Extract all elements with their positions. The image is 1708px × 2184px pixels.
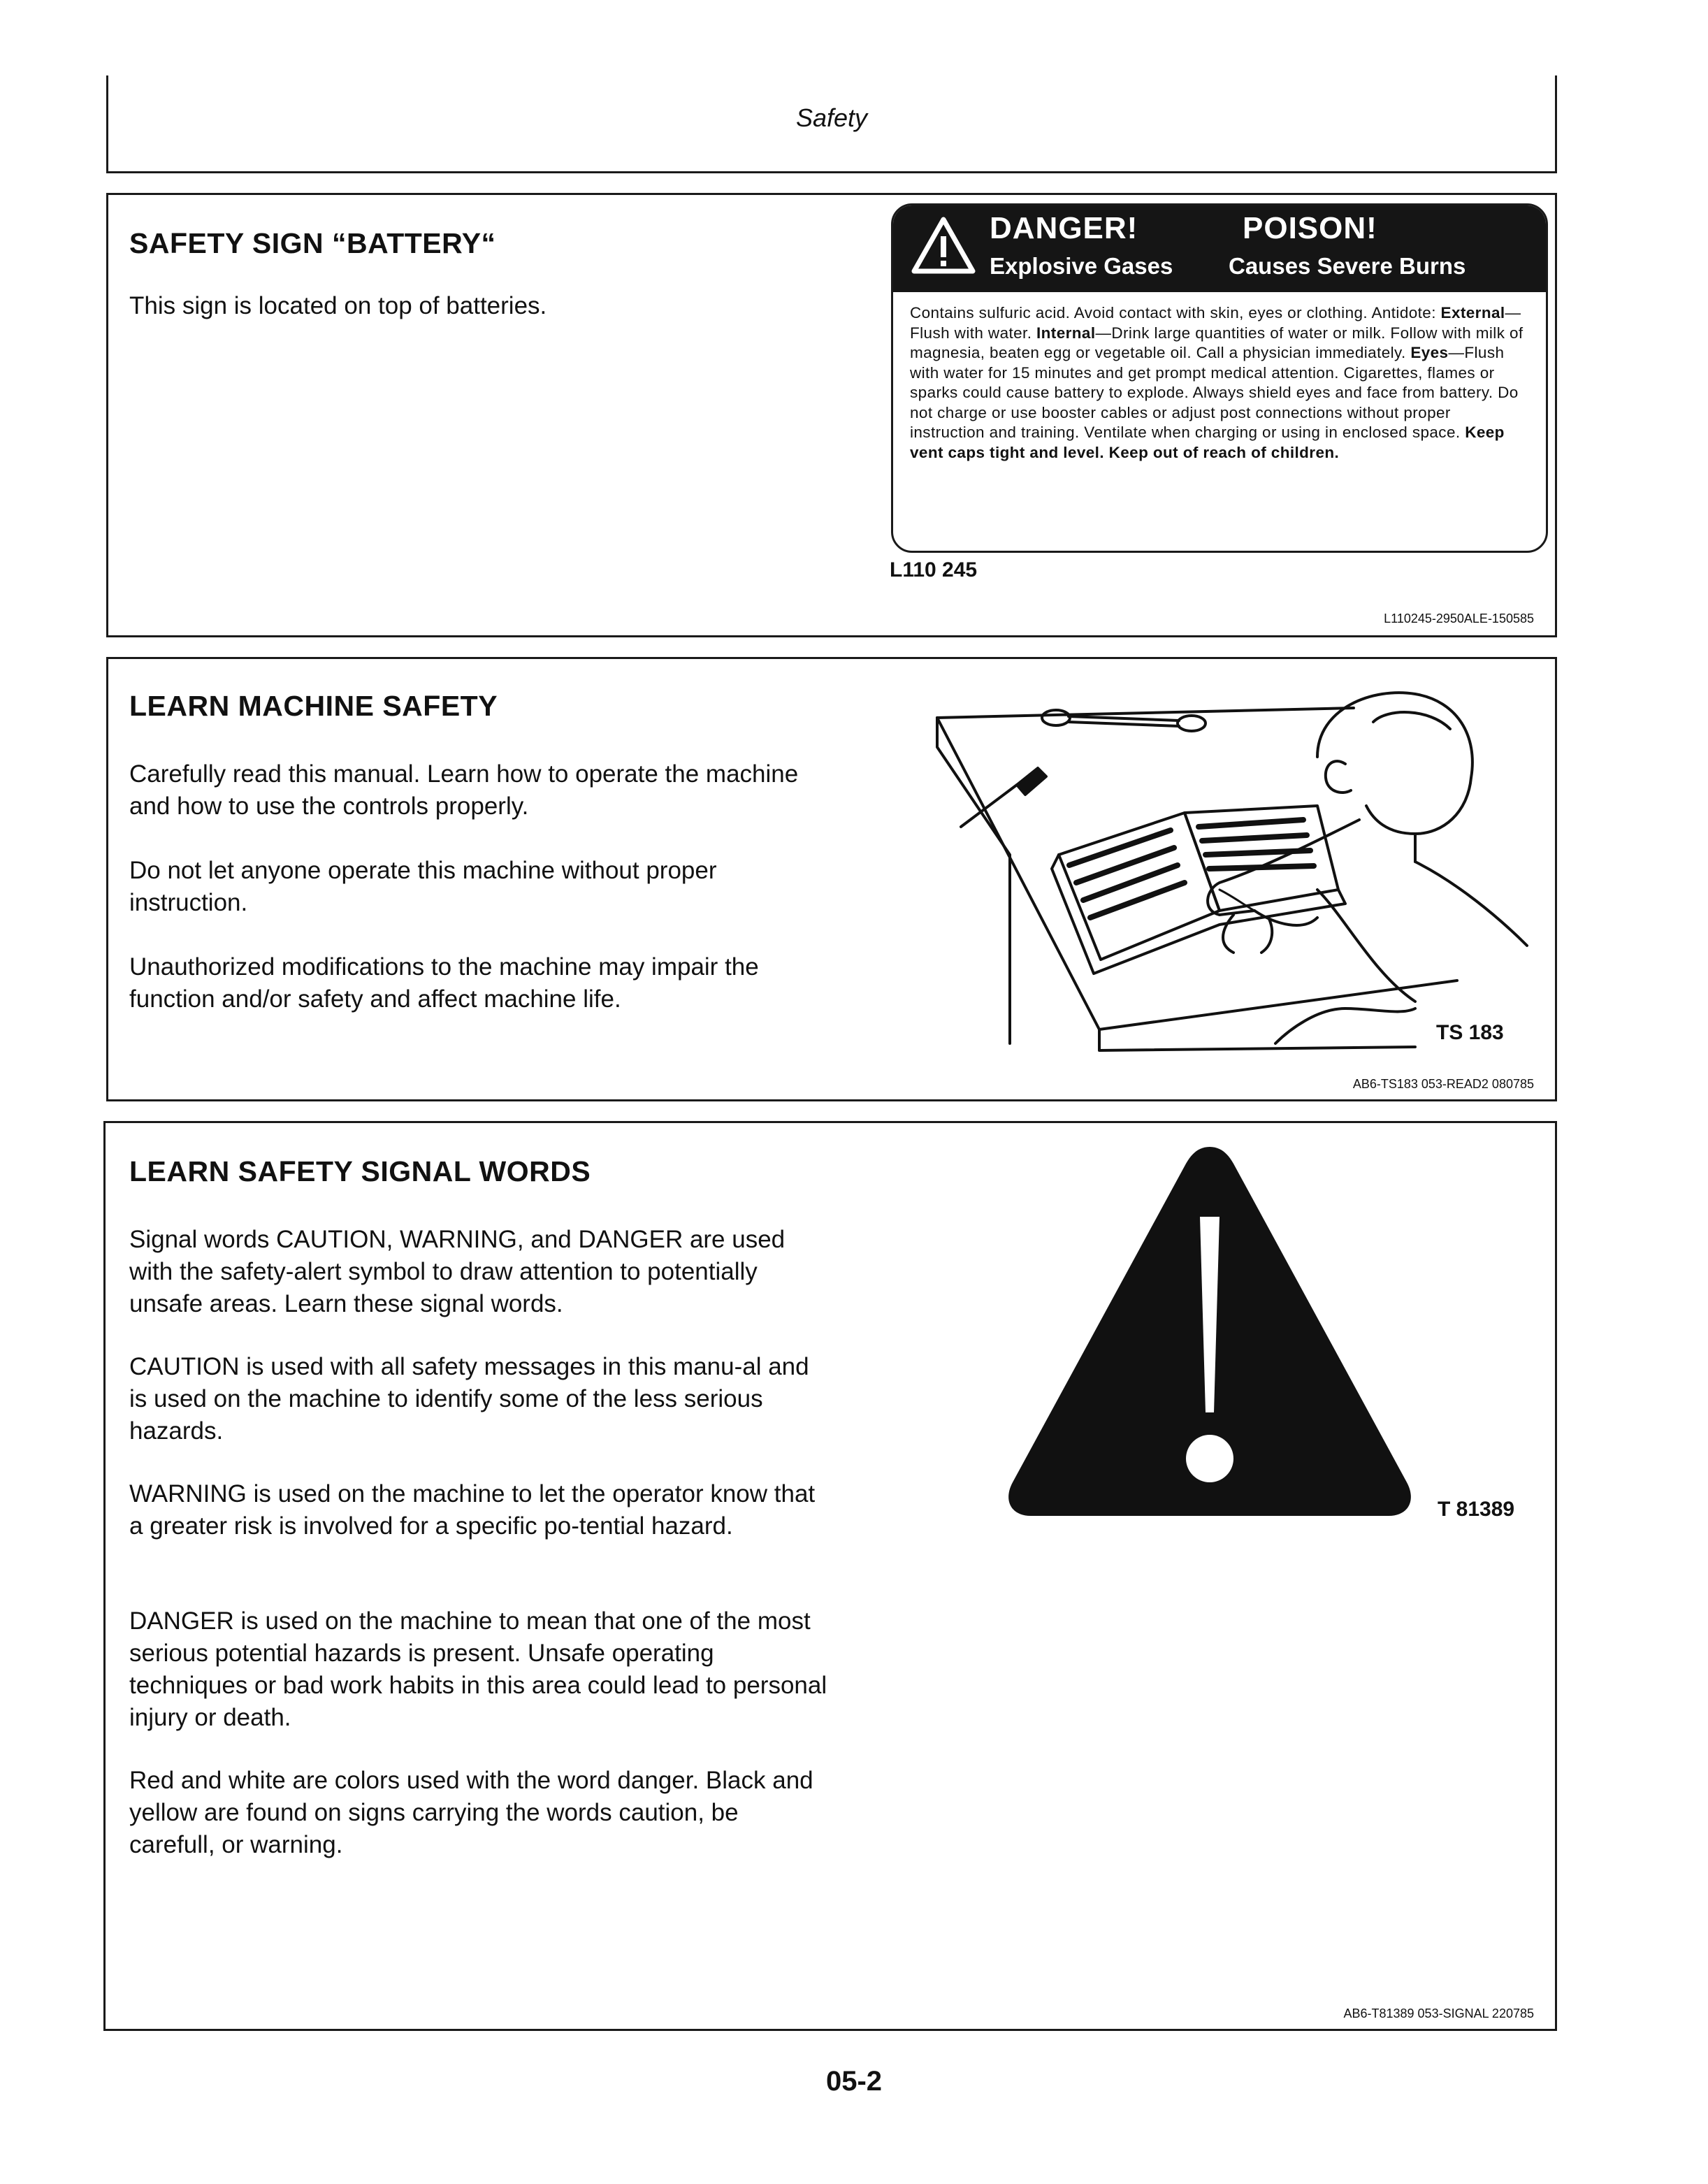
section-paragraph: Carefully read this manual. Learn how to operate the machine and how to use the controls properly.: [129, 760, 799, 820]
figure-id: TS 183: [1436, 1021, 1504, 1044]
section-signal-words: [103, 1121, 1557, 2031]
decal-header: [893, 205, 1546, 292]
section-paragraph: Do not let anyone operate this machine without proper instruction.: [129, 857, 717, 916]
section-text: This sign is located on top of batteries.: [129, 292, 547, 319]
decal-subtitle-burns: Causes Severe Burns: [1229, 253, 1466, 279]
page-header-title: Safety: [795, 103, 868, 132]
section-title: SAFETY SIGN “BATTERY“: [129, 227, 496, 259]
reference-code: AB6-TS183 053-READ2 080785: [1352, 1077, 1534, 1091]
section-paragraph: Red and white are colors used with the word danger. Black and yellow are found on signs carrying the words caution, be carefull, or warning.: [129, 1767, 813, 1858]
decal-poison-word: POISON!: [1243, 211, 1377, 245]
section-paragraph: DANGER is used on the machine to mean that one of the most serious potential hazards is present. Unsafe operating techniques or bad work habits in this area could lead to personal injury or death.: [129, 1607, 827, 1731]
decal-subtitle-gases: Explosive Gases: [990, 253, 1173, 279]
operator-reading-manual-illustration: [926, 680, 1541, 1057]
section-machine-safety: [106, 657, 1557, 1101]
section-paragraph: CAUTION is used with all safety messages in this manu-al and is used on the machine to identify some of the less serious hazards.: [129, 1353, 809, 1445]
decal-body-text: Contains sulfuric acid. Avoid contact with skin, eyes or clothing. Antidote: External—Flush with water. Internal—Drink large quantities of water or milk. Follow with milk of magnesia, beaten egg or vegetable oil. Call a physician immediately. Eyes—Flush with water for 15 minutes and get prompt medical attention. Cigarettes, flames or sparks could cause battery to explode. Always shield eyes and face from battery. Do not charge or use booster cables or adjust post connections without proper instruction and training. Ventilate when charging or using in enclosed space. Keep vent caps tight and level. Keep out of reach of children.: [910, 304, 1524, 461]
section-title: LEARN SAFETY SIGNAL WORDS: [129, 1155, 591, 1187]
reference-code: AB6-T81389 053-SIGNAL 220785: [1343, 2006, 1534, 2020]
page-number: 05-2: [825, 2066, 883, 2097]
figure-id: L110 245: [890, 558, 978, 581]
decal-danger-word: DANGER!: [990, 211, 1138, 245]
warning-triangle-icon: [910, 215, 977, 275]
section-title: LEARN MACHINE SAFETY: [129, 690, 498, 722]
section-paragraph: WARNING is used on the machine to let the operator know that a greater risk is involved for a specific po-tential hazard.: [129, 1480, 816, 1540]
figure-id: T 81389: [1438, 1498, 1515, 1521]
section-paragraph: Unauthorized modifications to the machine may impair the function and/or safety and affect machine life.: [129, 953, 759, 1013]
danger-poison-decal: [891, 203, 1548, 553]
section-paragraph: Signal words CAUTION, WARNING, and DANGER are used with the safety-alert symbol to draw attention to potentially unsafe areas. Learn these signal words.: [129, 1226, 786, 1317]
page-header: [106, 75, 1557, 173]
section-battery-sign: [106, 193, 1557, 637]
safety-alert-symbol-icon: [1000, 1133, 1419, 1531]
reference-code: L110245-2950ALE-150585: [1384, 612, 1534, 625]
